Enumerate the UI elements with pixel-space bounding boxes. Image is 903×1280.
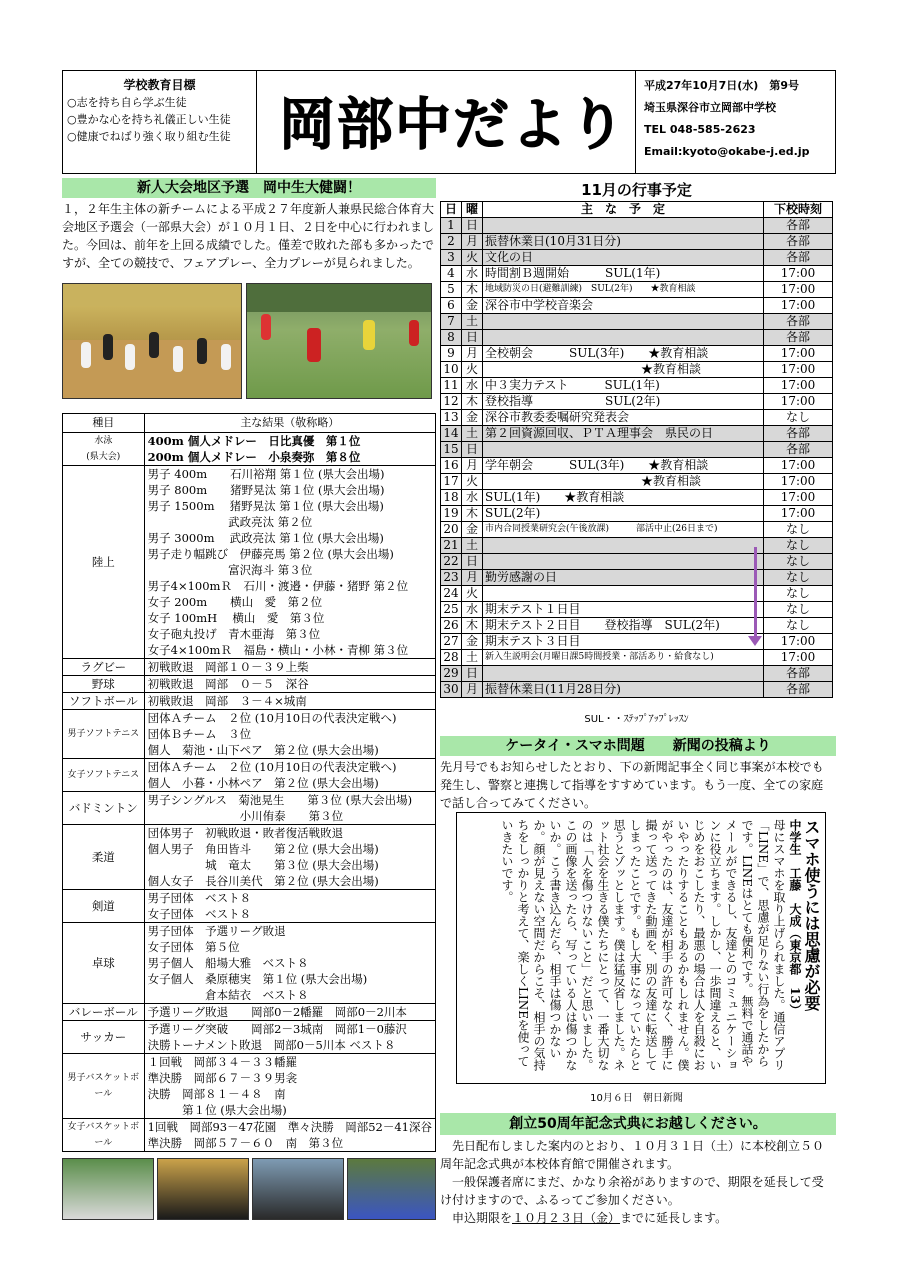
- schedule-time: 各部: [764, 682, 833, 698]
- result-line: 予選リーグ敗退 岡部0－2幡羅 岡部0－2川本: [147, 1005, 407, 1019]
- schedule-weekday: 日: [462, 218, 483, 234]
- results-event: バレーボール: [63, 1004, 145, 1021]
- schedule-event: 期末テスト３日目: [483, 634, 764, 650]
- newsletter-title-block: [259, 75, 633, 171]
- schedule-day: 16: [441, 458, 462, 474]
- period-arrow-line: [754, 547, 757, 639]
- schedule-day: 24: [441, 586, 462, 602]
- schedule-day: 23: [441, 570, 462, 586]
- results-event: ラグビー: [63, 659, 145, 676]
- result-line: 女子団体 ベスト８: [147, 907, 252, 921]
- schedule-time: 各部: [764, 250, 833, 266]
- result-line: 個人 小暮・小林ペア 第２位 (県大会出場): [147, 776, 379, 790]
- goal-item: ○志を持ち自ら学ぶ生徒: [67, 96, 187, 109]
- schedule-day: 7: [441, 314, 462, 330]
- anniversary-p3: [440, 1209, 833, 1227]
- schedule-row: [441, 602, 833, 618]
- schedule-weekday: 月: [462, 234, 483, 250]
- schedule-row: [441, 458, 833, 474]
- results-cell: [144, 710, 435, 759]
- schedule-weekday: 木: [462, 506, 483, 522]
- goal-item: ○健康でねばり強く取り組む生徒: [67, 130, 231, 143]
- result-line: 男子個人 船場大雅 ベスト８: [147, 956, 309, 970]
- section-heading-anniversary: 創立50周年記念式典にお越しください。: [440, 1113, 836, 1135]
- schedule-day: 22: [441, 554, 462, 570]
- schedule-row: [441, 618, 833, 634]
- results-event: 男子バスケットボール: [63, 1054, 145, 1119]
- anniversary-p2: 一般保護者席にまだ、かなり余裕がありますので、期限を延長して受け付けますので、ふるってご参加ください。: [440, 1175, 824, 1207]
- schedule-day: 21: [441, 538, 462, 554]
- schedule-table: [440, 201, 833, 698]
- schedule-day: 19: [441, 506, 462, 522]
- schedule-time: 17:00: [764, 650, 833, 666]
- schedule-weekday: 金: [462, 522, 483, 538]
- clipping-author: 中学生 工藤 大成（東京都 13）: [788, 819, 802, 1016]
- schedule-weekday: 日: [462, 442, 483, 458]
- schedule-row: [441, 634, 833, 650]
- result-line: 男子シングルス 菊池晃生 第３位 (県大会出場): [147, 793, 413, 807]
- result-line: 女子個人 桑原穂実 第１位 (県大会出場): [147, 972, 368, 986]
- result-line: 初戦敗退 岡部１０－３９上柴: [147, 660, 309, 674]
- result-line: 400m 個人メドレー 日比真優 第１位: [147, 434, 361, 448]
- schedule-day: 12: [441, 394, 462, 410]
- schedule-time: 各部: [764, 314, 833, 330]
- result-line: 個人男子 角田皆斗 第２位 (県大会出場): [147, 842, 379, 856]
- schedule-weekday: 土: [462, 650, 483, 666]
- results-cell: [144, 1021, 435, 1054]
- deadline-post: までに延長します。: [620, 1211, 728, 1225]
- schedule-weekday: 土: [462, 314, 483, 330]
- results-event: 男子ソフトテニス: [63, 710, 145, 759]
- result-line: 男子団体 ベスト８: [147, 891, 252, 905]
- schedule-row: [441, 298, 833, 314]
- results-cell: [144, 1119, 435, 1152]
- results-row: [63, 759, 436, 792]
- schedule-time: 17:00: [764, 634, 833, 650]
- schedule-event: [483, 586, 764, 602]
- schedule-weekday: 火: [462, 474, 483, 490]
- team-photo: [252, 1158, 344, 1220]
- result-line: 団体Ａチーム ２位 (10月10日の代表決定戦へ): [147, 711, 397, 725]
- results-cell: [144, 466, 435, 659]
- schedule-weekday: 月: [462, 346, 483, 362]
- schedule-time: 17:00: [764, 394, 833, 410]
- schedule-weekday: 日: [462, 666, 483, 682]
- schedule-event: [483, 330, 764, 346]
- result-line: 予選リーグ突破 岡部2－3城南 岡部1－0藤沢: [147, 1022, 407, 1036]
- schedule-day: 4: [441, 266, 462, 282]
- schedule-weekday: 水: [462, 602, 483, 618]
- schedule-row: [441, 410, 833, 426]
- schedule-row: [441, 250, 833, 266]
- result-line: 女子団体 第５位: [147, 940, 240, 954]
- newsletter-title: 岡部中だより: [279, 93, 627, 158]
- results-cell: [144, 1054, 435, 1119]
- schedule-day: 8: [441, 330, 462, 346]
- result-line: 1回戦 岡部93－47花園 準々決勝 岡部52－41深谷: [147, 1120, 432, 1134]
- schedule-day: 17: [441, 474, 462, 490]
- schedule-weekday: 金: [462, 410, 483, 426]
- issue-info: [635, 71, 835, 173]
- schedule-time: なし: [764, 522, 833, 538]
- schedule-note: SUL・・ｽﾃｯﾌﾟｱｯﾌﾟﾚｯｽﾝ: [584, 714, 689, 725]
- results-row: [63, 792, 436, 825]
- schedule-weekday: 木: [462, 282, 483, 298]
- result-line: 決勝 岡部８１－４８ 南: [147, 1087, 286, 1101]
- schedule-event: 市内合同授業研究会(午後放課) 部活中止(26日まで): [483, 522, 764, 538]
- results-event: 女子バスケットボール: [63, 1119, 145, 1152]
- schedule-title: 11月の行事予定: [581, 181, 692, 199]
- schedule-time: 17:00: [764, 298, 833, 314]
- result-line: 男子走り幅跳び 伊藤亮馬 第２位 (県大会出場): [147, 547, 394, 561]
- deadline-date: １０月２３日（金）: [512, 1211, 621, 1225]
- schedule-row: [441, 346, 833, 362]
- result-line: 男子 1500m 猪野晃汰 第１位 (県大会出場): [147, 499, 384, 513]
- schedule-day: 2: [441, 234, 462, 250]
- results-row: [63, 923, 436, 1004]
- schedule-event: [483, 218, 764, 234]
- tournament-intro: １，２年生主体の新チームによる平成２７年度新人兼県民総合体育大会地区予選会（一部県大会）が１０月１日、２日を中心に行われました。今回は、前年を上回る成績でした。僅差で敗れた部も多かったですが、全ての競技で、フェアプレー、全力プレーが見られました。: [62, 202, 435, 270]
- schedule-time: なし: [764, 570, 833, 586]
- schedule-time: 各部: [764, 426, 833, 442]
- result-line: 初戦敗退 岡部 ０－５ 深谷: [147, 677, 309, 691]
- result-line: 男子団体 予選リーグ敗退: [147, 924, 286, 938]
- results-event: 水泳 (県大会): [63, 433, 145, 466]
- schedule-weekday: 水: [462, 378, 483, 394]
- schedule-event: 全校朝会 SUL(3年) ★教育相談: [483, 346, 764, 362]
- result-line: 第１位 (県大会出場): [147, 1103, 287, 1117]
- team-photo: [157, 1158, 249, 1220]
- result-line: 城 竜太 第３位 (県大会出場): [147, 858, 379, 872]
- schedule-time: なし: [764, 554, 833, 570]
- schedule-event: [483, 538, 764, 554]
- results-event: 柔道: [63, 825, 145, 890]
- schedule-weekday: 火: [462, 586, 483, 602]
- results-event: ソフトボール: [63, 693, 145, 710]
- schedule-time: 17:00: [764, 346, 833, 362]
- results-event: 剣道: [63, 890, 145, 923]
- schedule-day: 15: [441, 442, 462, 458]
- schedule-row: [441, 554, 833, 570]
- schedule-time: 17:00: [764, 474, 833, 490]
- result-line: 女子4×100mＲ 福島・横山・小林・青柳 第３位: [147, 643, 409, 657]
- phone-intro: 先月号でもお知らせしたとおり、下の新聞記事全く同じ事案が本校でも発生し、警察と連携して指導をすすめています。もう一度、全ての家庭で話し合ってみてください。: [440, 760, 824, 810]
- results-event: 卓球: [63, 923, 145, 1004]
- result-line: 団体男子 初戦敗退・敗者復活戦敗退: [147, 826, 344, 840]
- period-arrow-head: [748, 636, 762, 646]
- results-header-event: 種目: [63, 414, 145, 433]
- schedule-event: 地域防災の日(避難訓練) SUL(2年) ★教育相談: [483, 282, 764, 298]
- clipping-caption: 10月６日 朝日新聞: [590, 1093, 683, 1104]
- bottom-photo-strip: [62, 1158, 436, 1220]
- results-row: [63, 466, 436, 659]
- schedule-weekday: 木: [462, 618, 483, 634]
- schedule-weekday: 土: [462, 426, 483, 442]
- schedule-time: 各部: [764, 218, 833, 234]
- schedule-day: 26: [441, 618, 462, 634]
- schedule-header-event: 主 な 予 定: [483, 202, 764, 218]
- schedule-day: 6: [441, 298, 462, 314]
- result-line: 個人 菊池・山下ペア 第２位 (県大会出場): [147, 743, 379, 757]
- schedule-row: [441, 490, 833, 506]
- results-row: [63, 890, 436, 923]
- schedule-event: 深谷市教委委嘱研究発表会: [483, 410, 764, 426]
- schedule-row: [441, 330, 833, 346]
- schedule-day: 20: [441, 522, 462, 538]
- rugby-photo: [246, 283, 432, 399]
- schedule-weekday: 月: [462, 458, 483, 474]
- schedule-event: [483, 442, 764, 458]
- results-cell: [144, 792, 435, 825]
- result-line: 準決勝 岡部６７－３９男衾: [147, 1071, 298, 1085]
- results-row: [63, 676, 436, 693]
- schedule-day: 28: [441, 650, 462, 666]
- schedule-row: [441, 362, 833, 378]
- schedule-day: 29: [441, 666, 462, 682]
- results-event: 陸上: [63, 466, 145, 659]
- schedule-event: 中３実力テスト SUL(1年): [483, 378, 764, 394]
- schedule-day: 10: [441, 362, 462, 378]
- results-row: [63, 825, 436, 890]
- section-heading-tournament: 新人大会地区予選 岡中生大健闘！: [62, 178, 436, 198]
- schedule-time: 各部: [764, 234, 833, 250]
- schedule-weekday: 日: [462, 554, 483, 570]
- basketball-photo: [62, 283, 242, 399]
- deadline-pre: 申込期限を: [452, 1211, 513, 1225]
- schedule-time: 17:00: [764, 506, 833, 522]
- schedule-weekday: 水: [462, 490, 483, 506]
- schedule-weekday: 月: [462, 682, 483, 698]
- schedule-weekday: 水: [462, 266, 483, 282]
- results-event: バドミントン: [63, 792, 145, 825]
- schedule-weekday: 土: [462, 538, 483, 554]
- results-row: [63, 1004, 436, 1021]
- results-event: 野球: [63, 676, 145, 693]
- schedule-row: [441, 394, 833, 410]
- newspaper-clipping: [456, 812, 826, 1084]
- result-line: 200m 個人メドレー 小泉奏弥 第８位: [147, 450, 361, 464]
- results-event: サッカー: [63, 1021, 145, 1054]
- results-row: [63, 1021, 436, 1054]
- school-tel: TEL 048-585-2623: [644, 123, 756, 136]
- results-row: [63, 710, 436, 759]
- result-line: 団体Ｂチーム ３位: [147, 727, 252, 741]
- schedule-row: [441, 522, 833, 538]
- results-table: [62, 413, 436, 1152]
- anniversary-text: [440, 1137, 833, 1227]
- anniversary-p1: 先日配布しました案内のとおり、１０月３１日（土）に本校創立５０周年記念式典が本校体育館で開催されます。: [440, 1139, 825, 1171]
- schedule-time: 17:00: [764, 378, 833, 394]
- result-line: 男子 400m 石川裕翔 第１位 (県大会出場): [147, 467, 385, 481]
- section-heading-phone: ケータイ・スマホ問題 新聞の投稿より: [440, 736, 836, 756]
- schedule-event: ★教育相談: [483, 362, 764, 378]
- schedule-event: [483, 314, 764, 330]
- schedule-weekday: 木: [462, 394, 483, 410]
- result-line: 小川侑泰 第３位: [147, 809, 344, 823]
- results-cell: [144, 659, 435, 676]
- schedule-day: 14: [441, 426, 462, 442]
- schedule-row: [441, 442, 833, 458]
- schedule-header-time: 下校時刻: [764, 202, 833, 218]
- schedule-day: 3: [441, 250, 462, 266]
- schedule-time: 各部: [764, 330, 833, 346]
- result-line: １回戦 岡部３４－３３幡羅: [147, 1055, 298, 1069]
- schedule-event: 学年朝会 SUL(3年) ★教育相談: [483, 458, 764, 474]
- results-header-result: 主な結果（敬称略）: [144, 414, 435, 433]
- schedule-time: 各部: [764, 442, 833, 458]
- schedule-weekday: 日: [462, 330, 483, 346]
- school-goals: [63, 71, 257, 173]
- result-line: 女子砲丸投げ 青木亜海 第３位: [147, 627, 321, 641]
- result-line: 団体Ａチーム ２位 (10月10日の代表決定戦へ): [147, 760, 397, 774]
- schedule-weekday: 月: [462, 570, 483, 586]
- schedule-row: [441, 282, 833, 298]
- issue-date: 平成27年10月7日(水) 第9号: [644, 79, 799, 92]
- schedule-time: 17:00: [764, 362, 833, 378]
- schedule-time: なし: [764, 618, 833, 634]
- school-name: 埼玉県深谷市立岡部中学校: [644, 101, 776, 114]
- team-photo: [62, 1158, 154, 1220]
- goals-title: 学校教育目標: [123, 78, 196, 92]
- results-cell: [144, 825, 435, 890]
- result-line: 個人女子 長谷川美代 第２位 (県大会出場): [147, 874, 379, 888]
- result-line: 男子 800m 猪野晃汰 第１位 (県大会出場): [147, 483, 385, 497]
- result-line: 倉本結衣 ベスト８: [147, 988, 309, 1002]
- result-line: 初戦敗退 岡部 ３－４×城南: [147, 694, 307, 708]
- schedule-day: 11: [441, 378, 462, 394]
- schedule-row: [441, 266, 833, 282]
- schedule-row: [441, 474, 833, 490]
- schedule-event: [483, 666, 764, 682]
- schedule-event: 時間割Ｂ週開始 SUL(1年): [483, 266, 764, 282]
- schedule-time: なし: [764, 586, 833, 602]
- clipping-title: スマホ使うには思慮が必要: [802, 819, 821, 1011]
- results-row: [63, 1054, 436, 1119]
- schedule-time: なし: [764, 538, 833, 554]
- schedule-event: 振替休業日(11月28日分): [483, 682, 764, 698]
- schedule-day: 1: [441, 218, 462, 234]
- results-cell: [144, 1004, 435, 1021]
- result-line: 準決勝 岡部５７－６０ 南 第３位: [147, 1136, 344, 1150]
- schedule-row: [441, 650, 833, 666]
- schedule-row: [441, 234, 833, 250]
- result-line: 富沢海斗 第３位: [147, 563, 313, 577]
- schedule-day: 30: [441, 682, 462, 698]
- schedule-time: 17:00: [764, 458, 833, 474]
- result-line: 女子 200m 横山 愛 第２位: [147, 595, 323, 609]
- schedule-time: 17:00: [764, 490, 833, 506]
- schedule-row: [441, 506, 833, 522]
- results-cell: [144, 693, 435, 710]
- results-row: [63, 693, 436, 710]
- schedule-row: [441, 682, 833, 698]
- schedule-day: 18: [441, 490, 462, 506]
- schedule-event: 新入生説明会(月曜日課5時間授業・部活あり・給食なし): [483, 650, 764, 666]
- schedule-event: 期末テスト２日目 登校指導 SUL(2年): [483, 618, 764, 634]
- schedule-row: [441, 586, 833, 602]
- result-line: 決勝トーナメント敗退 岡部0－5川本 ベスト８: [147, 1038, 396, 1052]
- schedule-row: [441, 426, 833, 442]
- masthead-header: [62, 70, 836, 174]
- result-line: 武政亮汰 第２位: [147, 515, 313, 529]
- schedule-time: 17:00: [764, 282, 833, 298]
- schedule-event: SUL(2年): [483, 506, 764, 522]
- results-cell: [144, 676, 435, 693]
- results-cell: [144, 890, 435, 923]
- schedule-row: [441, 666, 833, 682]
- schedule-day: 27: [441, 634, 462, 650]
- result-line: 男子4×100mＲ 石川・渡邉・伊藤・猪野 第２位: [147, 579, 409, 593]
- schedule-event: 登校指導 SUL(2年): [483, 394, 764, 410]
- results-cell: [144, 433, 435, 466]
- schedule-header-day: 日: [441, 202, 462, 218]
- schedule-event: ★教育相談: [483, 474, 764, 490]
- results-cell: [144, 759, 435, 792]
- schedule-event: 勤労感謝の日: [483, 570, 764, 586]
- clipping-body: 母にスマホを取り上げられました。通信アプリ「LINE」で、思慮が足りない行為をしたからです。LINEはとても便利です。無料で通話やメールができるし、友達とのコミュニケーションに役立ちます。しかし、一歩間違えると、いじめをおこしたり、最悪の場合は人を自殺においやったりすることもあるかもしれません。僕がやったのは、友達が相手の許可なく、勝手に撮って送ってきた動画を、別の友達に転送してしまったことです。もし大事になっていたらと思うとゾッとします。僕は猛反省しました。ネット社会を生きる僕たちにとって、一番大切なのは「人を傷つけないこと」だと思いました。この画像を送ったら、写っている人は傷つかないか。こう書き込んだら、相手は傷つかないか。顔が見えない空間だからこそ、相手の気持ちをしっかりと考えて、楽しくLINEを使っていきたいです。: [500, 819, 786, 1071]
- goal-item: ○豊かな心を持ち礼儀正しい生徒: [67, 113, 231, 126]
- results-row: [63, 659, 436, 676]
- schedule-event: 振替休業日(10月31日分): [483, 234, 764, 250]
- schedule-day: 5: [441, 282, 462, 298]
- schedule-time: なし: [764, 602, 833, 618]
- schedule-day: 9: [441, 346, 462, 362]
- results-row: [63, 1119, 436, 1152]
- results-event: 女子ソフトテニス: [63, 759, 145, 792]
- schedule-time: 各部: [764, 666, 833, 682]
- schedule-header-weekday: 曜: [462, 202, 483, 218]
- schedule-row: [441, 378, 833, 394]
- schedule-row: [441, 218, 833, 234]
- schedule-event: 第２回資源回収、ＰＴＡ理事会 県民の日: [483, 426, 764, 442]
- results-row: [63, 433, 436, 466]
- schedule-event: 文化の日: [483, 250, 764, 266]
- schedule-weekday: 火: [462, 250, 483, 266]
- schedule-event: [483, 554, 764, 570]
- schedule-event: 期末テスト１日目: [483, 602, 764, 618]
- schedule-day: 25: [441, 602, 462, 618]
- schedule-day: 13: [441, 410, 462, 426]
- schedule-row: [441, 538, 833, 554]
- result-line: 男子 3000m 武政亮汰 第１位 (県大会出場): [147, 531, 384, 545]
- schedule-row: [441, 314, 833, 330]
- schedule-event: SUL(1年) ★教育相談: [483, 490, 764, 506]
- team-photo: [347, 1158, 436, 1220]
- schedule-event: 深谷市中学校音楽会: [483, 298, 764, 314]
- schedule-time: なし: [764, 410, 833, 426]
- result-line: 女子 100mH 横山 愛 第３位: [147, 611, 325, 625]
- school-email: Email:kyoto@okabe-j.ed.jp: [644, 145, 810, 158]
- schedule-weekday: 火: [462, 362, 483, 378]
- schedule-row: [441, 570, 833, 586]
- schedule-time: 17:00: [764, 266, 833, 282]
- results-cell: [144, 923, 435, 1004]
- schedule-weekday: 金: [462, 634, 483, 650]
- schedule-weekday: 金: [462, 298, 483, 314]
